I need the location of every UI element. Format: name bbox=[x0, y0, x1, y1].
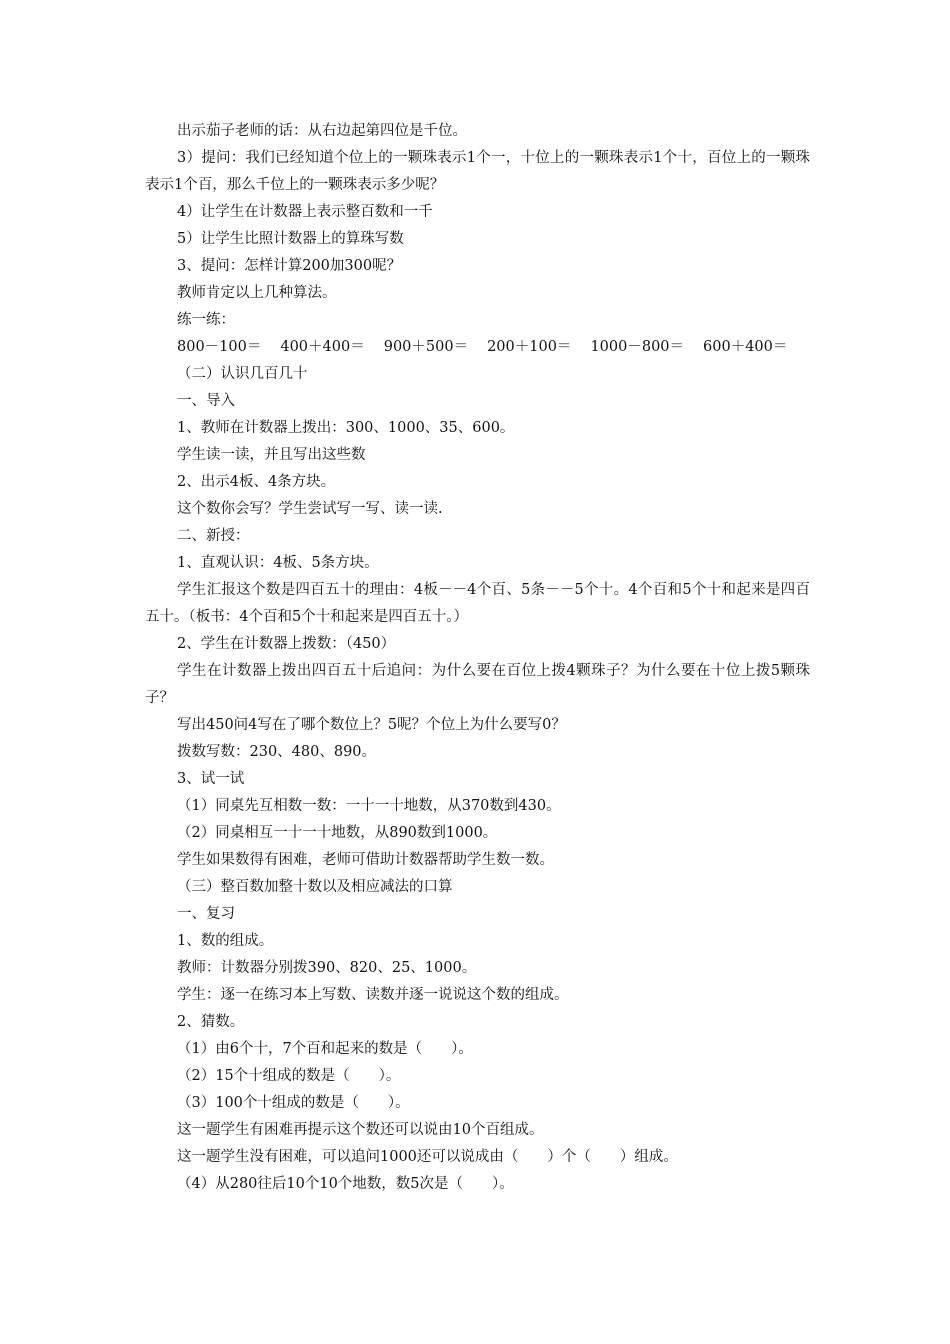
paragraph: 教师：计数器分别拨390、820、25、1000。 bbox=[177, 960, 477, 976]
paragraph: 这一题学生有困难再提示这个数还可以说由10个百组成。 bbox=[177, 1122, 544, 1138]
practice-item: 400＋400＝ bbox=[280, 339, 365, 355]
section-heading: （二）认识几百几十 bbox=[177, 366, 308, 382]
document-body bbox=[145, 118, 810, 1198]
paragraph: 1、教师在计数器上拨出：300、1000、35、600。 bbox=[177, 420, 515, 436]
paragraph: 3）提问：我们已经知道个位上的一颗珠表示1个一，十位上的一颗珠表示1个十，百位上的一颗珠表示1个百，那么千位上的一颗珠表示多少呢？ bbox=[145, 150, 810, 193]
paragraph: 一、复习 bbox=[177, 906, 235, 922]
paragraph: 拨数写数：230、480、890。 bbox=[177, 744, 377, 760]
paragraph: 出示茄子老师的话：从右边起第四位是千位。 bbox=[177, 123, 467, 139]
paragraph: 教师肯定以上几种算法。 bbox=[177, 285, 337, 301]
paragraph: 1、数的组成。 bbox=[177, 933, 274, 949]
practice-item: 200＋100＝ bbox=[487, 339, 572, 355]
paragraph: 4）让学生在计数器上表示整百数和一千 bbox=[177, 204, 433, 220]
paragraph: 学生读一读，并且写出这些数 bbox=[177, 447, 366, 463]
paragraph: 5）让学生比照计数器上的算珠写数 bbox=[177, 231, 404, 247]
paragraph: 3、试一试 bbox=[177, 771, 245, 787]
paragraph: 2、学生在计数器上拨数：（450） bbox=[177, 636, 396, 652]
paragraph: 学生如果数得有困难，老师可借助计数器帮助学生数一数。 bbox=[177, 852, 554, 868]
paragraph: 2、猜数。 bbox=[177, 1014, 245, 1030]
section-heading: （三）整百数加整十数以及相应减法的口算 bbox=[177, 879, 453, 895]
practice-item: 900＋500＝ bbox=[383, 339, 469, 355]
paragraph: 这一题学生没有困难，可以追问1000还可以说成由（ ）个（ ）组成。 bbox=[177, 1149, 678, 1165]
paragraph: 2、出示4板、4条方块。 bbox=[177, 474, 336, 490]
paragraph: 二、新授： bbox=[177, 528, 250, 544]
paragraph: （2）同桌相互一十一十地数，从890数到1000。 bbox=[177, 825, 498, 841]
practice-item: 800－100＝ bbox=[177, 339, 262, 355]
paragraph: （2）15个十组成的数是（ ）。 bbox=[177, 1068, 401, 1084]
paragraph: （1）同桌先互相数一数：一十一十地数，从370数到430。 bbox=[177, 798, 561, 814]
paragraph: （3）100个十组成的数是（ ）。 bbox=[177, 1095, 410, 1111]
practice-item: 600＋400＝ bbox=[703, 339, 788, 355]
paragraph: 一、导入 bbox=[177, 393, 235, 409]
paragraph: 写出450问4写在了哪个数位上？5呢？个位上为什么要写0？ bbox=[177, 717, 566, 733]
paragraph: 学生：逐一在练习本上写数、读数并逐一说说这个数的组成。 bbox=[177, 987, 569, 1003]
paragraph: 学生在计数器上拨出四百五十后追问：为什么要在百位上拨4颗珠子？为什么要在十位上拨5颗珠子？ bbox=[145, 663, 810, 706]
paragraph: 这个数你会写？学生尝试写一写、读一读. bbox=[177, 501, 443, 517]
paragraph: 3、提问：怎样计算200加300呢？ bbox=[177, 258, 402, 274]
paragraph: （4）从280往后10个10个地数，数5次是（ ）。 bbox=[177, 1176, 514, 1192]
paragraph: 1、直观认识：4板、5条方块。 bbox=[177, 555, 379, 571]
practice-row bbox=[145, 334, 810, 361]
paragraph: （1）由6个十，7个百和起来的数是（ ）。 bbox=[177, 1041, 473, 1057]
practice-item: 1000－800＝ bbox=[590, 339, 685, 355]
paragraph: 学生汇报这个数是四百五十的理由：4板－－4个百、5条－－5个十。4个百和5个十和起来是四百五十。（板书：4个百和5个十和起来是四百五十。） bbox=[145, 582, 810, 625]
paragraph: 练一练： bbox=[177, 312, 235, 328]
